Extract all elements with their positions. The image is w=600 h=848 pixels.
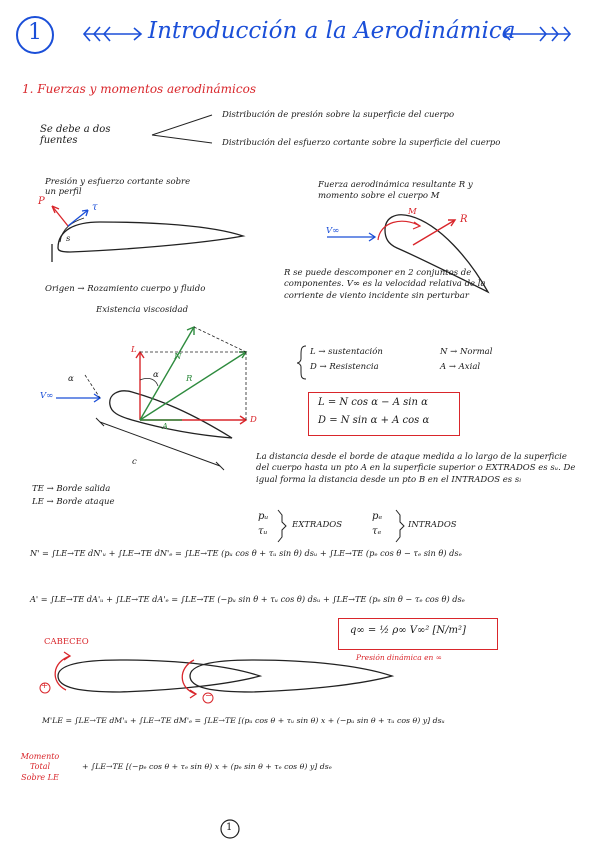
moment-formula-line1: M'LE = ∫LE→TE dM'ᵤ + ∫LE→TE dM'ₑ = ∫LE→TE [(pᵤ cos θ + τᵤ sin θ) x + (−pᵤ sin θ + τᵤ cos θ) y] dsᵤ xyxy=(42,716,445,725)
force-l-label: L xyxy=(131,345,137,355)
legend-l: L → sustentación xyxy=(310,347,383,357)
extrados-label: EXTRADOS xyxy=(292,520,343,530)
legend-a: A → Axial xyxy=(440,362,481,372)
fig-left-viscous: Existencia viscosidad xyxy=(96,305,189,315)
fig-right-note: R se puede descomponer en 2 conjuntos de componentes. V∞ es la velocidad relativa de la corriente de viento incidente sin perturbar xyxy=(284,268,486,301)
sources-item-2: Distribución del esfuerzo cortante sobre la superficie del cuerpo xyxy=(222,138,501,148)
fig-right-caption: Fuerza aerodinámica resultante R y momento sobre el cuerpo M xyxy=(318,180,473,202)
fig-left-origin: Origen → Rozamiento cuerpo y fluido xyxy=(45,284,206,294)
extrados-brace xyxy=(278,510,286,542)
page-title: Introducción a la Aerodinámica xyxy=(148,18,516,44)
force-alpha-label: α xyxy=(153,370,159,380)
te-var-label: τₑ xyxy=(372,526,382,537)
fig-right-r-label: R xyxy=(460,214,468,225)
fig-right-m-label: M xyxy=(408,207,417,217)
pitch-minus: − xyxy=(205,691,213,701)
fig-left-s-label: s xyxy=(66,234,71,244)
sources-item-1: Distribución de presión sobre la superficie del cuerpo xyxy=(222,110,455,120)
header-arrow-left xyxy=(84,27,141,41)
fig-right-vinf: V∞ xyxy=(326,226,340,236)
pe-label: pₑ xyxy=(372,511,383,522)
legend-d: D → Resistencia xyxy=(310,362,379,372)
q-inf-caption: Presión dinámica en ∞ xyxy=(356,653,443,662)
pitch-plus: + xyxy=(41,681,49,691)
te-label: TE → Borde salida xyxy=(32,484,111,494)
fig-left-caption: Presión y esfuerzo cortante sobre un perfil xyxy=(45,177,191,197)
force-d-label: D xyxy=(250,415,257,425)
fig-left-p-label: P xyxy=(38,196,45,207)
tu-label: τᵤ xyxy=(258,526,268,537)
force-alpha-label-2: α xyxy=(68,374,74,384)
intrados-label: INTRADOS xyxy=(408,520,457,530)
page-number: 1 xyxy=(226,822,233,833)
q-inf-formula: q∞ = ½ ρ∞ V∞² [N/m²] xyxy=(350,625,466,636)
lift-equation: L = N cos α − A sin α xyxy=(318,397,428,408)
legend-brace xyxy=(297,346,306,379)
chapter-number: 1 xyxy=(28,20,42,45)
force-a-label: A xyxy=(162,422,169,432)
airfoil-left xyxy=(52,206,243,262)
sources-lead: Se debe a dos fuentes xyxy=(40,124,111,146)
pitch-diagrams xyxy=(40,652,392,703)
forces-diagram xyxy=(56,327,246,470)
le-label: LE → Borde ataque xyxy=(32,497,115,507)
drag-equation: D = N sin α + A cos α xyxy=(318,415,430,426)
legend-n: N → Normal xyxy=(440,347,493,357)
n-prime-formula: N' = ∫LE→TE dN'ᵤ + ∫LE→TE dN'ₑ = ∫LE→TE (pᵤ cos θ + τᵤ sin θ) dsᵤ + ∫LE→TE (pₑ cos θ − τₑ sin θ) dsₑ xyxy=(30,548,462,558)
moment-formula-line2: + ∫LE→TE [(−pₑ cos θ + τₑ sin θ) x + (pₑ sin θ + τₑ cos θ) y] dsₑ xyxy=(82,762,332,771)
a-prime-formula: A' = ∫LE→TE dA'ᵤ + ∫LE→TE dA'ₑ = ∫LE→TE (−pᵤ sin θ + τᵤ cos θ) dsᵤ + ∫LE→TE (pₑ sin θ − τₑ cos θ) dsₑ xyxy=(30,594,465,604)
section-title: 1. Fuerzas y momentos aerodinámicos xyxy=(22,82,256,96)
distance-paragraph: La distancia desde el borde de ataque medida a lo largo de la superficie del cuerpo hasta un pto A en la superficie superior o EXTRADOS es sᵤ. De igual forma la distancia desde un pto B en el INTRADOS es sₗ xyxy=(256,452,576,485)
fig-left-tau-label: τ xyxy=(92,202,98,213)
force-n-label: N xyxy=(174,352,182,362)
sources-bracket xyxy=(152,115,212,143)
force-vinf: V∞ xyxy=(40,391,54,401)
force-r-label: R xyxy=(186,374,193,384)
moment-caption: Momento Total Sobre LE xyxy=(20,752,60,782)
chord-label: c xyxy=(132,457,137,467)
intrados-brace xyxy=(396,510,404,542)
pu-label: pᵤ xyxy=(258,511,269,522)
pitch-label: CABECEO xyxy=(44,637,89,647)
